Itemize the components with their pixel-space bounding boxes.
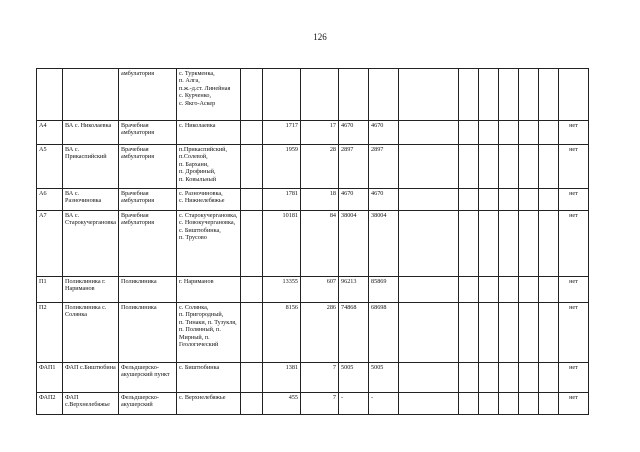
value2-cell: 4670: [369, 121, 399, 145]
row-id: П2: [37, 303, 63, 363]
value2-cell: 85869: [369, 277, 399, 303]
value1-cell: 4670: [339, 121, 369, 145]
row-id: А7: [37, 211, 63, 277]
empty-cell: [399, 303, 459, 363]
facility-name: [63, 69, 119, 121]
empty-cell: [241, 145, 263, 189]
empty-cell: [459, 393, 479, 415]
note-cell: нет: [559, 211, 589, 277]
value2-cell: [369, 69, 399, 121]
facility-type: Врачебная амбулатория: [119, 121, 177, 145]
empty-cell: [499, 303, 519, 363]
empty-cell: [459, 189, 479, 211]
served-places: п.Прикаспийский, п.Солевой, п. Бархани, п. Дрофиный, п. Ковыльный: [177, 145, 241, 189]
empty-cell: [479, 393, 499, 415]
facility-name: ВА с. Разночиновка: [63, 189, 119, 211]
empty-cell: [499, 121, 519, 145]
empty-cell: [241, 69, 263, 121]
population-cell: 1781: [263, 189, 301, 211]
table-row: [37, 145, 589, 189]
note-cell: нет: [559, 277, 589, 303]
served-places: с. Старокучергановка, с. Новокучергановка, с. Биштюбинка, п. Трусово: [177, 211, 241, 277]
empty-cell: [519, 121, 539, 145]
population-cell: 1959: [263, 145, 301, 189]
empty-cell: [399, 211, 459, 277]
staff-cell: 28: [301, 145, 339, 189]
empty-cell: [519, 363, 539, 393]
row-id: А6: [37, 189, 63, 211]
table-row: [37, 121, 589, 145]
empty-cell: [399, 277, 459, 303]
empty-cell: [499, 189, 519, 211]
staff-cell: 7: [301, 393, 339, 415]
table-row: [37, 363, 589, 393]
empty-cell: [459, 303, 479, 363]
empty-cell: [459, 69, 479, 121]
empty-cell: [399, 121, 459, 145]
empty-cell: [399, 189, 459, 211]
empty-cell: [539, 145, 559, 189]
facility-type: Фельдшерско-акушерский пункт: [119, 363, 177, 393]
empty-cell: [399, 393, 459, 415]
staff-cell: [301, 69, 339, 121]
table-row: [37, 69, 589, 121]
table-row: [37, 393, 589, 415]
empty-cell: [459, 121, 479, 145]
facility-name: Поликлиника г. Нариманов: [63, 277, 119, 303]
table-row: [37, 189, 589, 211]
facility-type: Врачебная амбулатория: [119, 145, 177, 189]
row-id: [37, 69, 63, 121]
empty-cell: [519, 303, 539, 363]
value2-cell: 4670: [369, 189, 399, 211]
served-places: г. Нариманов: [177, 277, 241, 303]
empty-cell: [519, 189, 539, 211]
empty-cell: [399, 69, 459, 121]
facilities-table: [36, 68, 589, 415]
empty-cell: [519, 393, 539, 415]
empty-cell: [241, 189, 263, 211]
served-places: с. Разночиновка, с. Нижнелебяжье: [177, 189, 241, 211]
empty-cell: [499, 393, 519, 415]
value1-cell: 96213: [339, 277, 369, 303]
table-row: [37, 211, 589, 277]
staff-cell: 17: [301, 121, 339, 145]
population-cell: 8156: [263, 303, 301, 363]
value1-cell: -: [339, 393, 369, 415]
staff-cell: 84: [301, 211, 339, 277]
population-cell: 13355: [263, 277, 301, 303]
note-cell: нет: [559, 363, 589, 393]
empty-cell: [499, 363, 519, 393]
empty-cell: [499, 145, 519, 189]
empty-cell: [499, 69, 519, 121]
staff-cell: 18: [301, 189, 339, 211]
facility-name: ФАП с.Верхнелебяжье: [63, 393, 119, 415]
row-id: П1: [37, 277, 63, 303]
empty-cell: [479, 145, 499, 189]
value2-cell: 2897: [369, 145, 399, 189]
empty-cell: [479, 121, 499, 145]
empty-cell: [519, 145, 539, 189]
empty-cell: [399, 145, 459, 189]
value1-cell: 2897: [339, 145, 369, 189]
note-cell: [559, 69, 589, 121]
table-row: [37, 277, 589, 303]
page-number: 126: [313, 32, 327, 42]
row-id: А4: [37, 121, 63, 145]
facility-type: Врачебная амбулатория: [119, 189, 177, 211]
table-row: [37, 303, 589, 363]
population-cell: 455: [263, 393, 301, 415]
note-cell: нет: [559, 145, 589, 189]
empty-cell: [479, 303, 499, 363]
empty-cell: [479, 69, 499, 121]
population-cell: 1381: [263, 363, 301, 393]
note-cell: нет: [559, 393, 589, 415]
facility-name: ВА с. Николаевка: [63, 121, 119, 145]
row-id: ФАП1: [37, 363, 63, 393]
empty-cell: [241, 121, 263, 145]
value2-cell: 68698: [369, 303, 399, 363]
empty-cell: [539, 277, 559, 303]
value2-cell: -: [369, 393, 399, 415]
facility-type: Поликлиника: [119, 303, 177, 363]
facility-name: ВА с. Прикаспийский: [63, 145, 119, 189]
served-places: с. Верхнелебяжье: [177, 393, 241, 415]
facility-type: Врачебная амбулатория: [119, 211, 177, 277]
value1-cell: 5005: [339, 363, 369, 393]
empty-cell: [241, 393, 263, 415]
value1-cell: [339, 69, 369, 121]
facility-name: ВА с. Старокучергановка: [63, 211, 119, 277]
facility-type: Поликлиника: [119, 277, 177, 303]
empty-cell: [459, 277, 479, 303]
staff-cell: 286: [301, 303, 339, 363]
note-cell: нет: [559, 121, 589, 145]
empty-cell: [539, 189, 559, 211]
empty-cell: [539, 69, 559, 121]
empty-cell: [539, 211, 559, 277]
note-cell: нет: [559, 303, 589, 363]
empty-cell: [499, 211, 519, 277]
served-places: с. Биштюбинка: [177, 363, 241, 393]
empty-cell: [499, 277, 519, 303]
empty-cell: [241, 363, 263, 393]
served-places: с. Туркменка, п. Алга, п.ж.-д.ст. Линейная с. Курченко, с. Якго-Аскер: [177, 69, 241, 121]
empty-cell: [459, 145, 479, 189]
empty-cell: [539, 393, 559, 415]
facility-type: Фельдшерско-акушерский: [119, 393, 177, 415]
population-cell: 1717: [263, 121, 301, 145]
empty-cell: [479, 211, 499, 277]
empty-cell: [519, 211, 539, 277]
empty-cell: [241, 303, 263, 363]
note-cell: нет: [559, 189, 589, 211]
empty-cell: [459, 363, 479, 393]
empty-cell: [539, 363, 559, 393]
value1-cell: 74868: [339, 303, 369, 363]
value1-cell: 38004: [339, 211, 369, 277]
row-id: ФАП2: [37, 393, 63, 415]
value2-cell: 5005: [369, 363, 399, 393]
staff-cell: 7: [301, 363, 339, 393]
empty-cell: [539, 121, 559, 145]
empty-cell: [459, 211, 479, 277]
value2-cell: 38004: [369, 211, 399, 277]
served-places: с. Николаевка: [177, 121, 241, 145]
empty-cell: [241, 211, 263, 277]
facility-name: ФАП с.Биштюбина: [63, 363, 119, 393]
empty-cell: [519, 277, 539, 303]
empty-cell: [241, 277, 263, 303]
empty-cell: [479, 189, 499, 211]
empty-cell: [539, 303, 559, 363]
row-id: А5: [37, 145, 63, 189]
empty-cell: [479, 277, 499, 303]
population-cell: 10181: [263, 211, 301, 277]
facility-type: амбулатория: [119, 69, 177, 121]
empty-cell: [479, 363, 499, 393]
value1-cell: 4670: [339, 189, 369, 211]
served-places: с. Солянка, п. Пригородный, п. Тинаки, п. Тузукля, п. Полянный, п. Мирный, п. Геологический: [177, 303, 241, 363]
empty-cell: [519, 69, 539, 121]
facility-name: Поликлиника с. Солянка: [63, 303, 119, 363]
empty-cell: [399, 363, 459, 393]
staff-cell: 607: [301, 277, 339, 303]
population-cell: [263, 69, 301, 121]
